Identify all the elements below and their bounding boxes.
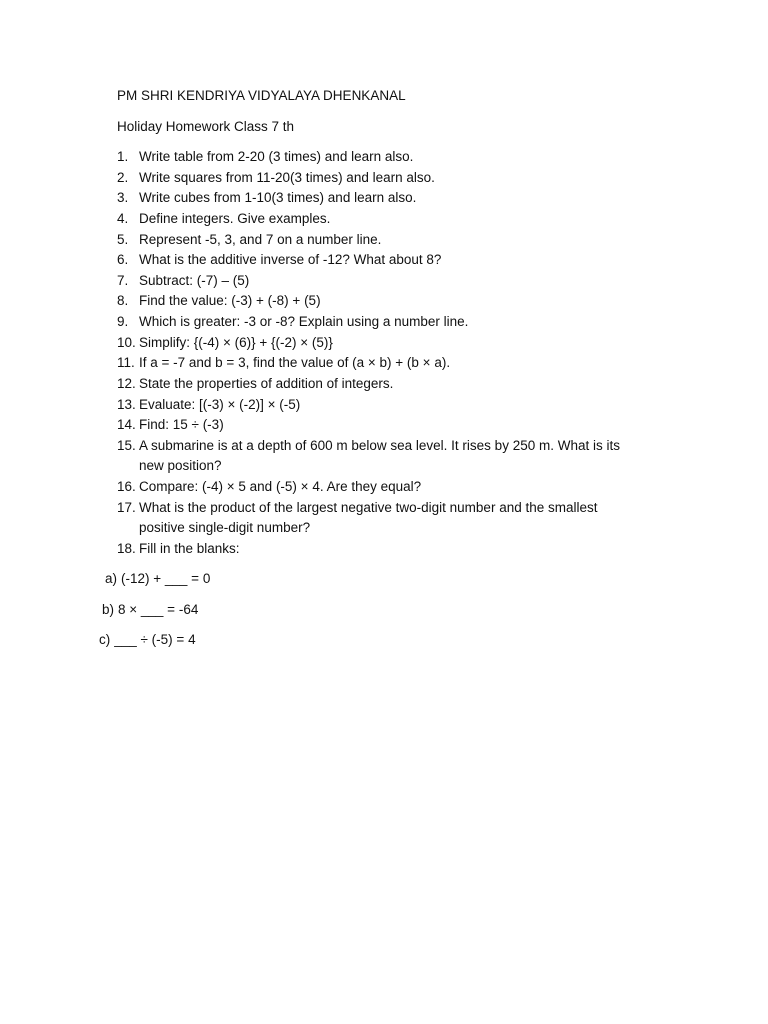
question-text bbox=[139, 415, 224, 436]
question-item bbox=[117, 188, 620, 209]
question-number: 11. bbox=[117, 355, 135, 371]
question-number: 13. bbox=[117, 396, 136, 412]
question-item bbox=[117, 374, 620, 395]
fill-blank-label: b) bbox=[102, 602, 115, 617]
question-list bbox=[117, 147, 620, 560]
question-number: 9. bbox=[117, 314, 129, 329]
question-text-line: Which is greater: -3 or -8? Explain using a number line. bbox=[139, 314, 469, 329]
question-text-line: Evaluate: [(-3) × (-2)] × (-5) bbox=[139, 396, 301, 412]
question-number: 3. bbox=[117, 190, 129, 206]
question-text bbox=[139, 271, 249, 292]
question-text-line: Define integers. Give examples. bbox=[139, 210, 331, 226]
question-text-line: Write table from 2-20 (3 times) and learn also. bbox=[139, 149, 414, 164]
question-text-line: new position? bbox=[139, 458, 222, 474]
question-text bbox=[139, 477, 421, 498]
question-item bbox=[117, 230, 620, 251]
fill-blank-expression: 8 × ___ = -64 bbox=[118, 602, 199, 617]
question-number: 1. bbox=[117, 149, 129, 164]
question-number: 17. bbox=[117, 499, 136, 515]
school-name: PM SHRI KENDRIYA VIDYALAYA DHENKANAL bbox=[117, 88, 406, 103]
question-text-line: Fill in the blanks: bbox=[139, 540, 240, 556]
question-text-line: Write cubes from 1-10(3 times) and learn also. bbox=[139, 190, 417, 206]
question-text-line: Find: 15 ÷ (-3) bbox=[139, 417, 224, 433]
question-text-line: What is the additive inverse of -12? What about 8? bbox=[139, 252, 442, 268]
question-number: 2. bbox=[117, 169, 129, 185]
question-text-line: Simplify: {(-4) × (6)} + {(-2) × (5)} bbox=[139, 334, 333, 350]
question-text bbox=[139, 147, 413, 168]
question-number: 4. bbox=[117, 210, 129, 226]
question-item bbox=[117, 209, 620, 230]
question-text-line: Find the value: (-3) + (-8) + (5) bbox=[139, 293, 321, 309]
fill-blank-label: c) bbox=[99, 632, 111, 647]
question-item bbox=[117, 333, 620, 354]
question-text bbox=[139, 250, 441, 271]
question-item bbox=[117, 312, 620, 333]
question-number: 5. bbox=[117, 231, 129, 247]
question-text bbox=[139, 188, 416, 209]
fill-blank-item bbox=[105, 569, 210, 589]
question-number: 10. bbox=[117, 334, 136, 350]
fill-blank-expression: (-12) + ___ = 0 bbox=[121, 571, 211, 586]
question-text-line: Compare: (-4) × 5 and (-5) × 4. Are they equal? bbox=[139, 479, 422, 494]
question-text bbox=[139, 374, 393, 395]
question-text-line: Subtract: (-7) – (5) bbox=[139, 272, 250, 288]
question-text-line: A submarine is at a depth of 600 m below sea level. It rises by 250 m. What is its bbox=[139, 437, 620, 453]
question-item bbox=[117, 498, 620, 539]
question-number: 6. bbox=[117, 252, 129, 268]
question-text bbox=[139, 168, 435, 189]
question-item bbox=[117, 168, 620, 189]
question-item bbox=[117, 436, 620, 477]
question-text bbox=[139, 209, 330, 230]
question-item bbox=[117, 250, 620, 271]
question-text bbox=[139, 436, 620, 477]
question-text-line: What is the product of the largest negative two-digit number and the smallest bbox=[139, 499, 598, 515]
question-text-line: State the properties of addition of integers. bbox=[139, 375, 394, 391]
question-text bbox=[139, 230, 381, 251]
question-text-line: positive single-digit number? bbox=[139, 520, 311, 536]
question-number: 8. bbox=[117, 293, 129, 309]
question-text bbox=[139, 395, 300, 416]
question-text bbox=[139, 539, 240, 560]
fill-blank-expression: ___ ÷ (-5) = 4 bbox=[114, 632, 196, 647]
question-item bbox=[117, 147, 620, 168]
question-item bbox=[117, 415, 620, 436]
question-text bbox=[139, 353, 450, 374]
question-item bbox=[117, 271, 620, 292]
fill-blank-item bbox=[102, 600, 198, 620]
question-item bbox=[117, 539, 620, 560]
question-item bbox=[117, 353, 620, 374]
question-text bbox=[139, 333, 333, 354]
question-text-line: If a = -7 and b = 3, find the value of (a × b) + (b × a). bbox=[139, 355, 451, 371]
question-text-line: Represent -5, 3, and 7 on a number line. bbox=[139, 231, 382, 247]
homework-title: Holiday Homework Class 7 th bbox=[117, 119, 295, 134]
fill-blank-item bbox=[99, 630, 196, 650]
question-item bbox=[117, 395, 620, 416]
question-number: 15. bbox=[117, 437, 136, 453]
fill-blank-label: a) bbox=[105, 571, 118, 586]
question-number: 7. bbox=[117, 272, 129, 288]
question-number: 18. bbox=[117, 540, 136, 556]
question-text-line: Write squares from 11-20(3 times) and learn also. bbox=[139, 169, 435, 185]
question-number: 14. bbox=[117, 417, 136, 433]
question-item bbox=[117, 477, 620, 498]
question-text bbox=[139, 312, 468, 333]
question-text bbox=[139, 498, 598, 539]
question-item bbox=[117, 291, 620, 312]
question-number: 12. bbox=[117, 375, 136, 391]
question-text bbox=[139, 291, 321, 312]
question-number: 16. bbox=[117, 479, 136, 494]
